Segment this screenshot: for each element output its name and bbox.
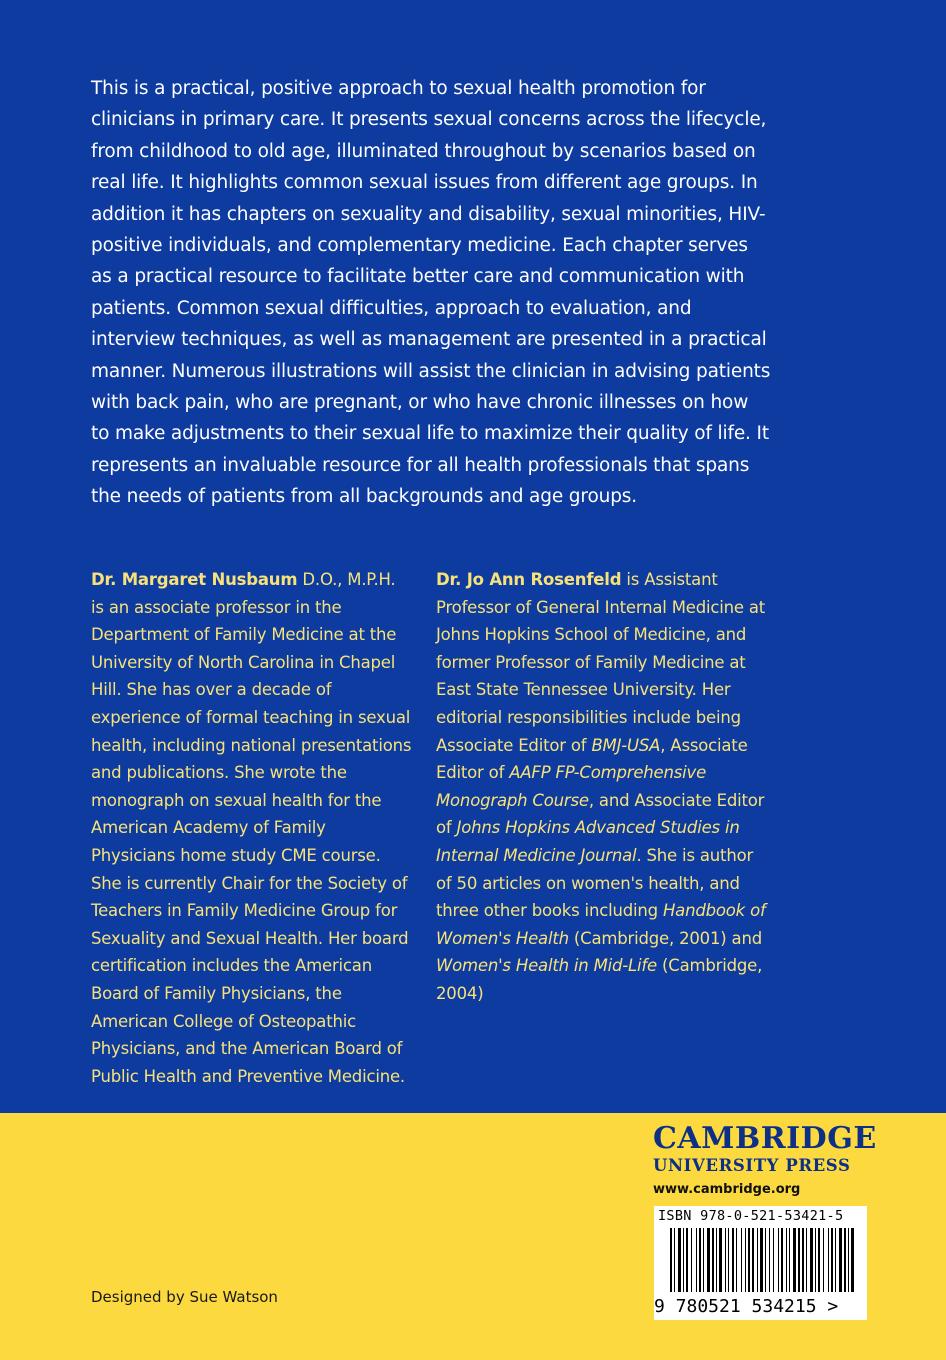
book-description: This is a practical, positive approach to sexual health promotion for clinicians in primary care. It presents sexual concerns across the lifecycle, from childhood to old age, illuminated throughout by scenarios based on real life. It highlights common sexual issues from different age groups. In addition it has chapters on sexuality and disability, sexual minorities, HIV-positive individuals, and complementary medicine. Each chapter serves as a practical resource to facilitate better care and communication with patients. Common sexual difficulties, approach to evaluation, and interview techniques, as well as management are presented in a practical manner. Numerous illustrations will assist the clinician in advising patients with back pain, who are pregnant, or who have chronic illnesses on how to make adjustments to their sexual life to maximize their quality of life. It represents an invaluable resource for all health professionals that spans the needs of patients from all backgrounds and age groups. (91, 78, 771, 508)
barcode-bar (678, 1228, 681, 1292)
barcode-bar (670, 1228, 672, 1292)
barcode-bar (802, 1228, 804, 1292)
barcode-bar (815, 1228, 816, 1292)
barcode-bar (831, 1228, 833, 1292)
barcode-bar (745, 1228, 746, 1292)
barcode-bar (773, 1228, 774, 1292)
barcode-bar (818, 1228, 820, 1292)
isbn-label: ISBN 978-0-521-53421-5 (658, 1208, 844, 1224)
barcode-bar (765, 1228, 766, 1292)
barcode-bar (835, 1228, 836, 1292)
barcode-bar (823, 1228, 824, 1292)
author-name-rosenfeld: Dr. Jo Ann Rosenfeld (436, 570, 622, 589)
barcode-bar (760, 1228, 763, 1292)
book-title-handbook: Handbook of Women's Health (436, 901, 766, 948)
author-bio-nusbaum (91, 566, 413, 1090)
bio-text: (Cambridge, 2001) and (568, 928, 762, 948)
barcode-bar (748, 1228, 750, 1292)
designer-credit: Designed by Sue Watson (91, 1288, 278, 1306)
journal-title-bmj: BMJ-USA (591, 735, 661, 755)
barcode-bar (683, 1228, 684, 1292)
publisher-subname: UNIVERSITY PRESS (653, 1156, 851, 1175)
barcode-bar (851, 1228, 854, 1292)
journal-title-aafp: AAFP FP-Comprehensive Monograph Course (436, 763, 707, 810)
barcode-bar (719, 1228, 722, 1292)
barcode-bar (736, 1228, 737, 1292)
barcode-bar (741, 1228, 742, 1292)
barcode-bar (699, 1228, 701, 1292)
barcode-bar (732, 1228, 734, 1292)
barcode-digits: 9 780521 534215 > (654, 1296, 839, 1317)
bio-text: (Cambridge, 2004) (436, 956, 763, 1003)
barcode-bar (707, 1228, 710, 1292)
journal-title-johns-hopkins: Johns Hopkins Advanced Studies in Internal Medicine Journal (436, 818, 740, 865)
isbn-barcode (654, 1206, 867, 1320)
barcode-bar (686, 1228, 688, 1292)
bio-text: , and Associate Editor of (436, 790, 765, 838)
author-bio-rosenfeld (436, 566, 766, 1008)
barcode-bar (806, 1228, 807, 1292)
barcode-bar (769, 1228, 770, 1292)
barcode-bar (725, 1228, 726, 1292)
publisher-name: CAMBRIDGE (653, 1121, 877, 1156)
barcode-bar (789, 1228, 790, 1292)
barcode-bar (793, 1228, 796, 1292)
bio-text: . She is author of 50 articles on women's health, and three other books including (436, 845, 754, 921)
barcode-bar (828, 1228, 829, 1292)
barcode-bar (844, 1228, 846, 1292)
barcode-bar (848, 1228, 849, 1292)
barcode-bar (810, 1228, 813, 1292)
barcode-bar (703, 1228, 704, 1292)
barcode-bar (781, 1228, 783, 1292)
barcode-bar (786, 1228, 787, 1292)
bio-text: is Assistant Professor of General Internal Medicine at Johns Hopkins School of Medicine, and former Professor of Family Medicine at East State Tennessee University. Her editorial responsibilities include being Associate Editor of (436, 570, 766, 755)
bio-text: , Associate Editor of (436, 735, 748, 783)
barcode-bar (839, 1228, 842, 1292)
barcode-bar (757, 1228, 758, 1292)
publisher-url: www.cambridge.org (653, 1182, 801, 1197)
barcode-bar (712, 1228, 714, 1292)
barcode-bar (696, 1228, 697, 1292)
publisher-logo (653, 1122, 893, 1197)
barcode-bar (716, 1228, 717, 1292)
book-title-midlife: Women's Health in Mid-Life (436, 956, 657, 976)
author-name-nusbaum: Dr. Margaret Nusbaum (91, 570, 298, 589)
barcode-bar (752, 1228, 754, 1292)
barcode-bar (798, 1228, 800, 1292)
barcode-bar (674, 1228, 675, 1292)
barcode-bar (778, 1228, 779, 1292)
author-bio-text-nusbaum: D.O., M.P.H. is an associate professor in the Department of Family Medicine at the University of North Carolina in Chapel Hill. She has over a decade of experience of formal teaching in sexual health, including national presentations and publications. She wrote the monograph on sexual health for the American Academy of Family Physicians home study CME course. She is currently Chair for the Society of Teachers in Family Medicine Group for Sexuality and Sexual Health. Her board certification includes the American Board of Family Physicians, the American College of Osteopathic Physicians, and the American Board of Public Health and Preventive Medicine. (91, 570, 412, 1086)
barcode-bar (728, 1228, 729, 1292)
barcode-bar (691, 1228, 692, 1292)
